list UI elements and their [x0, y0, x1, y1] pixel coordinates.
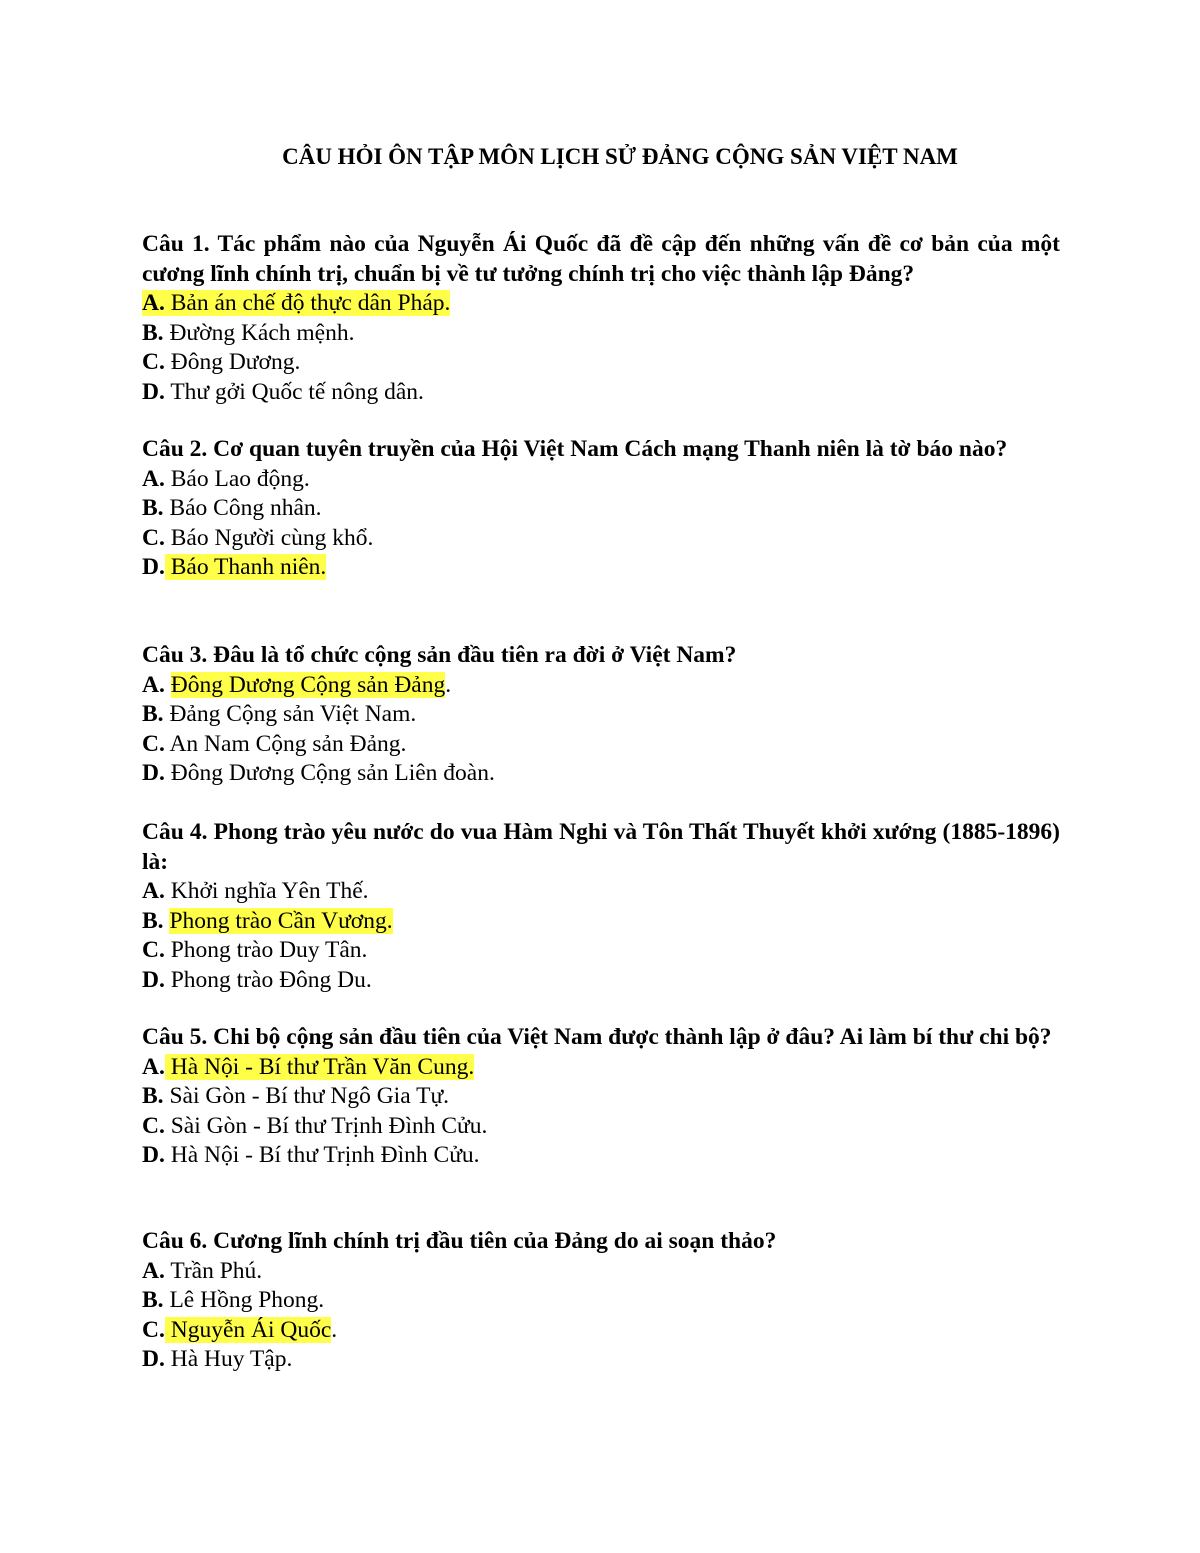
option-text: Đông Dương Cộng sản Đảng: [170, 671, 446, 698]
option-c: [142, 524, 1060, 554]
option-a: [142, 465, 1060, 495]
option-b: [142, 1286, 1060, 1316]
option-text: Hà Nội - Bí thư Trần Văn Cung.: [170, 1053, 475, 1080]
option-letter: A.: [142, 290, 165, 316]
option-d: [142, 759, 1060, 789]
option-letter: A.: [142, 1053, 165, 1080]
option-letter: C.: [142, 1316, 165, 1343]
option-text: Bản án chế độ thực dân Pháp.: [170, 290, 451, 316]
option-text: Sài Gòn - Bí thư Trịnh Đình Cửu.: [170, 1112, 488, 1139]
option-c: [142, 1112, 1060, 1142]
option-c: [142, 730, 1060, 760]
option-b: [142, 319, 1060, 349]
question-text: [142, 641, 1060, 671]
option-text: Trần Phú.: [170, 1257, 263, 1284]
option-letter: C.: [142, 937, 165, 963]
option-text: Khởi nghĩa Yên Thế.: [170, 878, 369, 904]
document-title: CÂU HỎI ÔN TẬP MÔN LỊCH SỬ ĐẢNG CỘNG SẢN VIỆT NAM: [282, 144, 958, 169]
question-3: [142, 641, 1060, 789]
option-letter: C.: [142, 349, 165, 375]
question-text: [142, 1227, 1060, 1257]
option-d: [142, 1141, 1060, 1171]
option-text: Báo Lao động.: [170, 465, 310, 492]
option-b: [142, 700, 1060, 730]
question-5: [142, 1023, 1060, 1171]
question-text: [142, 435, 1060, 465]
option-a: [142, 1053, 1060, 1083]
question-number: Câu 5.: [142, 1024, 208, 1050]
option-b: [142, 907, 1060, 937]
option-text: Nguyễn Ái Quốc: [170, 1316, 332, 1343]
option-a: [142, 289, 1060, 319]
question-6: [142, 1227, 1060, 1375]
option-letter: D.: [142, 1346, 165, 1372]
option-text: Sài Gòn - Bí thư Ngô Gia Tự.: [169, 1083, 450, 1109]
option-d: [142, 378, 1060, 408]
option-b: [142, 494, 1060, 524]
option-letter: B.: [142, 495, 164, 521]
question-body: Cơ quan tuyên truyền của Hội Việt Nam Cách mạng Thanh niên là tờ báo nào?: [213, 436, 1008, 462]
option-text: Đông Dương.: [170, 349, 301, 375]
option-d: [142, 553, 1060, 583]
option-text: Đảng Cộng sản Việt Nam.: [169, 701, 417, 727]
option-text: An Nam Cộng sản Đảng.: [169, 730, 407, 757]
option-letter: A.: [142, 878, 165, 904]
option-letter: B.: [142, 701, 164, 727]
option-text: Báo Thanh niên.: [170, 554, 327, 580]
question-number: Câu 4.: [142, 819, 208, 845]
option-letter: B.: [142, 907, 164, 934]
option-letter: B.: [142, 319, 164, 346]
option-c: [142, 936, 1060, 966]
option-a: A. Đông Dương Cộng sản Đảng.: [142, 671, 452, 698]
option-d: [142, 966, 1060, 996]
option-letter: C.: [142, 524, 165, 551]
question-text: [142, 1023, 1060, 1053]
question-body: Cương lĩnh chính trị đầu tiên của Đảng do ai soạn thảo?: [213, 1228, 777, 1254]
option-d: [142, 1345, 1060, 1375]
option-text: Phong trào Cần Vương.: [169, 907, 393, 934]
option-text: Phong trào Duy Tân.: [170, 937, 368, 963]
option-text: Hà Nội - Bí thư Trịnh Đình Cửu.: [170, 1142, 480, 1168]
question-4: [142, 818, 1060, 995]
option-a: [142, 1257, 1060, 1287]
option-letter: A.: [142, 465, 165, 492]
question-body: Chi bộ cộng sản đầu tiên của Việt Nam được thành lập ở đâu? Ai làm bí thư chi bộ?: [213, 1024, 1052, 1050]
option-letter: D.: [142, 378, 165, 405]
option-letter: B.: [142, 1083, 164, 1109]
option-text: Báo Công nhân.: [169, 495, 322, 521]
option-a: [142, 877, 1060, 907]
question-body: Phong trào yêu nước do vua Hàm Nghi và Tôn Thất Thuyết khởi xướng (1885-1896) là:: [142, 819, 1060, 875]
option-letter: D.: [142, 554, 165, 580]
question-body: Tác phẩm nào của Nguyễn Ái Quốc đã đề cập đến những vấn đề cơ bản của một cương lĩnh chính trị, chuẩn bị về tư tưởng chính trị cho việc thành lập Đảng?: [142, 231, 1060, 287]
option-text: Đông Dương Cộng sản Liên đoàn.: [170, 760, 495, 786]
question-body: Đâu là tổ chức cộng sản đầu tiên ra đời ở Việt Nam?: [213, 642, 737, 668]
option-c: C. Nguyễn Ái Quốc.: [142, 1316, 338, 1343]
question-2: [142, 435, 1060, 583]
option-letter: C.: [142, 1112, 165, 1139]
option-letter: D.: [142, 966, 165, 993]
option-letter: C.: [142, 730, 165, 757]
question-1: [142, 230, 1060, 407]
question-text: [142, 818, 1060, 877]
option-text: Lê Hồng Phong.: [169, 1287, 325, 1313]
question-text: [142, 230, 1060, 289]
option-text: Thư gởi Quốc tế nông dân.: [170, 378, 424, 405]
question-number: Câu 6.: [142, 1228, 208, 1254]
option-text: Phong trào Đông Du.: [170, 966, 372, 993]
option-letter: D.: [142, 1142, 165, 1168]
question-number: Câu 3.: [142, 642, 208, 668]
option-letter: A.: [142, 1257, 165, 1284]
option-text: Báo Người cùng khổ.: [170, 524, 374, 551]
option-text: Hà Huy Tập.: [170, 1346, 293, 1372]
option-letter: A.: [142, 671, 165, 698]
question-number: Câu 1.: [142, 231, 210, 257]
option-b: [142, 1082, 1060, 1112]
option-text: Đường Kách mệnh.: [169, 319, 355, 346]
option-letter: D.: [142, 760, 165, 786]
option-c: [142, 348, 1060, 378]
question-number: Câu 2.: [142, 436, 208, 462]
option-letter: B.: [142, 1287, 164, 1313]
